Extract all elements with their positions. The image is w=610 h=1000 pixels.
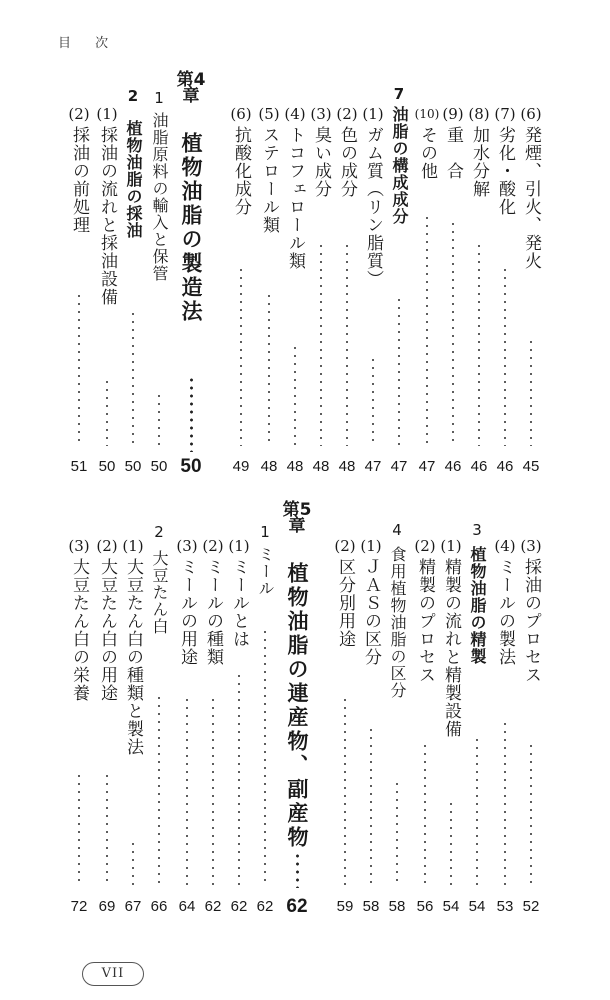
leader-dots [372, 356, 374, 446]
leader-dots [294, 344, 296, 446]
entry-page: 53 [496, 898, 514, 915]
entry-page: 46 [496, 458, 514, 475]
entry-page: 50 [150, 458, 168, 475]
entry-title: ステロール類 [259, 126, 279, 234]
entry-page: 48 [260, 458, 278, 475]
entry-title: 区分別用途 [335, 558, 355, 648]
leader-dots [132, 310, 134, 446]
entry-title: 精製のプロセス [415, 558, 435, 684]
entry-number: (2) [334, 537, 356, 555]
entry-page: 45 [522, 458, 540, 475]
page-number-badge: VII [82, 962, 144, 986]
leader-dots [396, 780, 398, 886]
leader-dots [504, 266, 506, 446]
entry-page: 54 [442, 898, 460, 915]
entry-title: ＪＡＳの区分 [361, 558, 381, 666]
toc-upper-block [0, 70, 610, 490]
entry-page: 49 [232, 458, 250, 475]
entry-title: ミールとは [229, 558, 249, 648]
toc-entry[interactable] [414, 70, 440, 490]
toc-entry[interactable] [200, 500, 226, 930]
entry-page: 48 [286, 458, 304, 475]
entry-title: 植物油脂の採油 [124, 120, 143, 239]
entry-title: 油脂原料の輸入と保管 [150, 112, 169, 282]
entry-number: (3) [176, 537, 198, 555]
entry-number: (3) [310, 105, 332, 123]
toc-chapter[interactable] [174, 70, 208, 490]
toc-header: 目 次 [58, 36, 119, 51]
entry-title: 大豆たん白 [150, 550, 169, 635]
entry-title: ミールの種類 [203, 558, 223, 666]
toc-entry[interactable] [440, 70, 466, 490]
entry-page: 72 [70, 898, 88, 915]
entry-number: (4) [284, 105, 306, 123]
leader-dots [132, 840, 134, 886]
leader-dots [212, 696, 214, 886]
leader-dots [78, 292, 80, 446]
leader-dots [398, 296, 400, 446]
leader-dots [370, 726, 372, 886]
entry-number: (2) [96, 537, 118, 555]
entry-title: 劣化・酸化 [495, 126, 515, 216]
leader-dots [238, 672, 240, 886]
entry-title: 採油の流れと採油設備 [97, 126, 117, 306]
entry-title: 精製の流れと精製設備 [441, 558, 461, 738]
entry-number: 4 [392, 521, 402, 539]
toc-entry[interactable] [332, 500, 358, 930]
toc-entry[interactable] [94, 500, 120, 930]
leader-dots [478, 242, 480, 446]
leader-dots [424, 742, 426, 886]
leader-dots [320, 242, 322, 446]
leader-dots [344, 696, 346, 886]
entry-number: 3 [472, 521, 482, 539]
entry-page: 58 [388, 898, 406, 915]
toc-entry[interactable] [518, 500, 544, 930]
toc-entry[interactable] [146, 500, 172, 930]
entry-page: 46 [470, 458, 488, 475]
leader-dots [190, 376, 193, 452]
entry-title: 加水分解 [469, 126, 489, 198]
entry-page: 62 [230, 898, 248, 915]
entry-title: 大豆たん白の種類と製法 [123, 558, 143, 756]
entry-number: (8) [468, 105, 490, 123]
entry-page: 59 [336, 898, 354, 915]
toc-entry[interactable] [228, 70, 254, 490]
toc-lower-block [0, 500, 610, 930]
toc-entry[interactable] [334, 70, 360, 490]
entry-number: (10) [414, 107, 440, 121]
entry-number: (1) [362, 105, 384, 123]
entry-title: その他 [417, 126, 437, 180]
entry-title: 臭い成分 [311, 126, 331, 198]
entry-title: 植物油脂の精製 [468, 546, 487, 665]
entry-title: トコフェロール類 [285, 126, 305, 270]
toc-entry[interactable] [358, 500, 384, 930]
entry-number: (1) [360, 537, 382, 555]
entry-number: 2 [127, 87, 139, 105]
toc-entry[interactable] [120, 70, 146, 490]
leader-dots [346, 242, 348, 446]
chapter-title: 植物油脂の製造法 [179, 132, 203, 324]
entry-number: (1) [440, 537, 462, 555]
entry-title: 油脂の構成成分 [390, 106, 409, 225]
toc-entry[interactable] [66, 500, 92, 930]
entry-title: ガム質（リン脂質） [363, 126, 383, 288]
entry-page: 48 [312, 458, 330, 475]
entry-title: 重 合 [443, 126, 463, 180]
toc-entry[interactable] [492, 500, 518, 930]
entry-number: (6) [230, 105, 252, 123]
leader-dots [264, 628, 266, 886]
entry-number: (2) [68, 105, 90, 123]
entry-number: (7) [494, 105, 516, 123]
entry-page: 47 [418, 458, 436, 475]
leader-dots [296, 852, 299, 888]
entry-page: 50 [98, 458, 116, 475]
leader-dots [240, 266, 242, 446]
leader-dots [268, 292, 270, 446]
entry-page: 47 [390, 458, 408, 475]
chapter-number: 第5章 [282, 500, 312, 536]
leader-dots [158, 392, 160, 446]
entry-page: 46 [444, 458, 462, 475]
toc-entry[interactable] [282, 70, 308, 490]
entry-title: 採油のプロセス [521, 558, 541, 684]
toc-entry[interactable] [308, 70, 334, 490]
chapter-title: 植物油脂の連産物、副産物 [285, 562, 309, 850]
leader-dots [504, 720, 506, 886]
toc-entry[interactable] [252, 500, 278, 930]
entry-number: (6) [520, 105, 542, 123]
entry-number: 2 [154, 523, 164, 541]
entry-page: 64 [178, 898, 196, 915]
entry-number: (2) [202, 537, 224, 555]
leader-dots [186, 696, 188, 886]
leader-dots [452, 220, 454, 446]
entry-page: 58 [362, 898, 380, 915]
entry-number: (2) [414, 537, 436, 555]
entry-page: 51 [70, 458, 88, 475]
entry-page: 48 [338, 458, 356, 475]
entry-number: (2) [336, 105, 358, 123]
entry-number: (5) [258, 105, 280, 123]
toc-entry[interactable] [226, 500, 252, 930]
chapter-number: 第4章 [176, 70, 206, 106]
toc-entry[interactable] [94, 70, 120, 490]
toc-entry[interactable] [438, 500, 464, 930]
leader-dots [158, 694, 160, 886]
entry-number: (1) [228, 537, 250, 555]
entry-page: 62 [204, 898, 222, 915]
entry-number: (9) [442, 105, 464, 123]
leader-dots [426, 214, 428, 446]
leader-dots [78, 772, 80, 886]
toc-chapter[interactable] [280, 500, 314, 930]
entry-page: 56 [416, 898, 434, 915]
toc-entry[interactable] [464, 500, 490, 930]
entry-number: (3) [68, 537, 90, 555]
toc-entry[interactable] [360, 70, 386, 490]
entry-page: 47 [364, 458, 382, 475]
entry-number: (1) [96, 105, 118, 123]
chapter-page: 50 [180, 456, 202, 477]
entry-title: 抗酸化成分 [231, 126, 251, 216]
leader-dots [450, 800, 452, 886]
entry-title: ミールの用途 [177, 558, 197, 666]
entry-number: 7 [393, 85, 405, 103]
entry-number: 1 [260, 523, 270, 541]
toc-entry[interactable] [412, 500, 438, 930]
leader-dots [106, 772, 108, 886]
toc-entry[interactable] [174, 500, 200, 930]
entry-number: (3) [520, 537, 542, 555]
entry-page: 69 [98, 898, 116, 915]
entry-page: 62 [256, 898, 274, 915]
entry-page: 52 [522, 898, 540, 915]
entry-number: (4) [494, 537, 516, 555]
toc-entry[interactable] [466, 70, 492, 490]
entry-title: 大豆たん白の用途 [97, 558, 117, 702]
entry-title: 食用植物油脂の区分 [388, 546, 407, 699]
toc-entry[interactable] [492, 70, 518, 490]
toc-entry[interactable] [66, 70, 92, 490]
entry-title: 発煙、引火、発火 [521, 126, 541, 270]
entry-page: 66 [150, 898, 168, 915]
entry-title: 色の成分 [337, 126, 357, 198]
entry-title: 大豆たん白の栄養 [69, 558, 89, 702]
toc-entry[interactable] [384, 500, 410, 930]
entry-title: 採油の前処理 [69, 126, 89, 234]
leader-dots [530, 338, 532, 446]
toc-entry[interactable] [146, 70, 172, 490]
toc-entry[interactable] [518, 70, 544, 490]
toc-entry[interactable] [386, 70, 412, 490]
entry-page: 50 [124, 458, 142, 475]
leader-dots [476, 736, 478, 886]
entry-number: (1) [122, 537, 144, 555]
entry-number: 1 [154, 89, 164, 107]
entry-page: 54 [468, 898, 486, 915]
toc-entry[interactable] [120, 500, 146, 930]
chapter-page: 62 [286, 896, 308, 917]
entry-title: ミールの製法 [495, 558, 515, 666]
entry-page: 67 [124, 898, 142, 915]
leader-dots [106, 378, 108, 446]
toc-entry[interactable] [256, 70, 282, 490]
leader-dots [530, 742, 532, 886]
entry-title: ミール [256, 546, 275, 597]
